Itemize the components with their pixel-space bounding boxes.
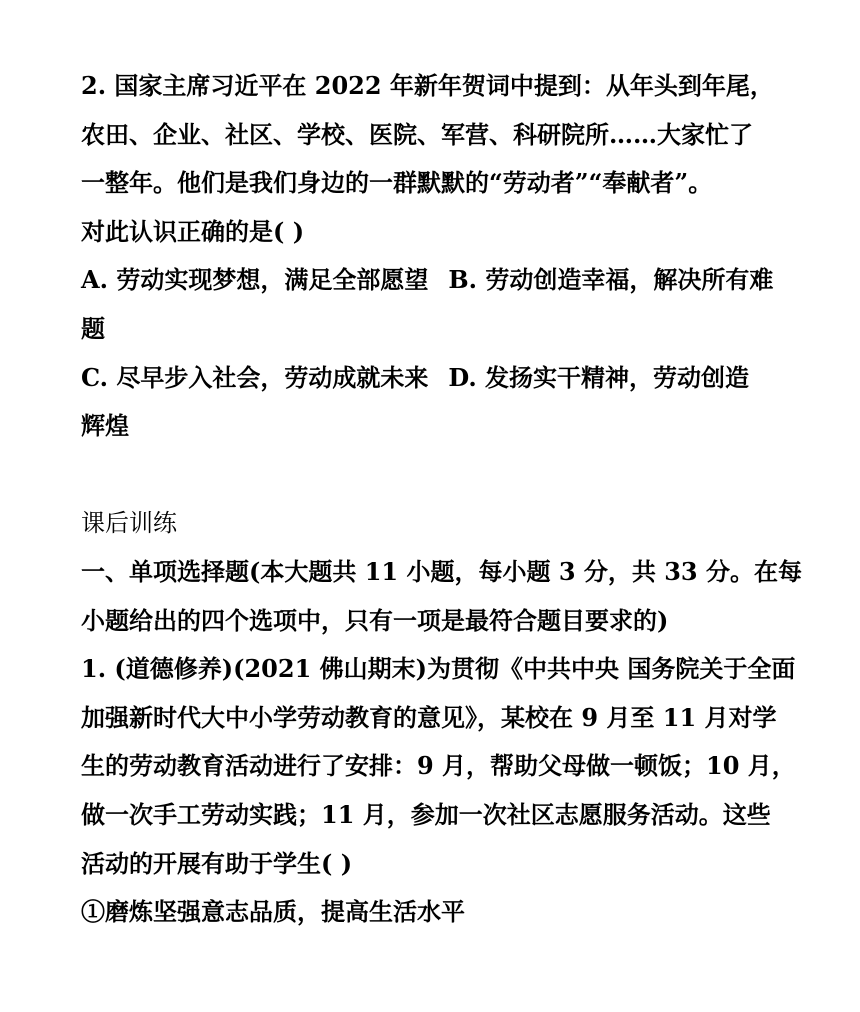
question-1-stem-line: 做一次手工劳动实践；11 月，参加一次社区志愿服务活动。这些	[81, 799, 771, 829]
question-2-stem-line: 一整年。他们是我们身边的一群默默的“劳动者”“奉献者”。	[81, 168, 713, 198]
question-1-stem-line: 1. (道德修养)(2021 佛山期末)为贯彻《中共中央 国务院关于全面	[81, 654, 796, 684]
spacer	[81, 451, 781, 500]
option-c: C. 尽早步入社会，劳动成就未来	[81, 362, 429, 392]
option-b: B. 劳动创造幸福，解决所有难	[448, 265, 774, 295]
options-row-cd	[81, 354, 781, 403]
option-d-continuation: 辉煌	[81, 411, 129, 441]
option-a: A. 劳动实现梦想，满足全部愿望	[81, 265, 429, 295]
question-2-stem-line: 对此认识正确的是( )	[81, 216, 305, 246]
part-one-heading-line: 一、单项选择题(本大题共 11 小题，每小题 3 分，共 33 分。在每	[81, 556, 802, 586]
question-1-stem-line: 生的劳动教育活动进行了安排：9 月，帮助父母做一顿饭；10 月，	[81, 751, 796, 781]
document-page	[81, 62, 802, 937]
question-2	[81, 62, 781, 451]
option-b-continuation: 题	[81, 313, 105, 343]
question-2-stem-line: 农田、企业、社区、学校、医院、军营、科研院所……大家忙了	[81, 119, 753, 149]
part-one-heading-line: 小题给出的四个选项中，只有一项是最符合题目要求的)	[81, 605, 669, 635]
question-1-item-1: ①磨炼坚强意志品质，提高生活水平	[81, 897, 465, 927]
question-1	[81, 645, 796, 937]
options-row-ab	[81, 256, 781, 305]
section-title: 课后训练	[81, 509, 177, 538]
question-1-stem-line: 活动的开展有助于学生( )	[81, 848, 353, 878]
question-1-stem-line: 加强新时代大中小学劳动教育的意见》，某校在 9 月至 11 月对学	[81, 702, 777, 732]
question-2-stem-line: 2. 国家主席习近平在 2022 年新年贺词中提到：从年头到年尾，	[81, 71, 774, 100]
option-d: D. 发扬实干精神，劳动创造	[448, 362, 750, 392]
